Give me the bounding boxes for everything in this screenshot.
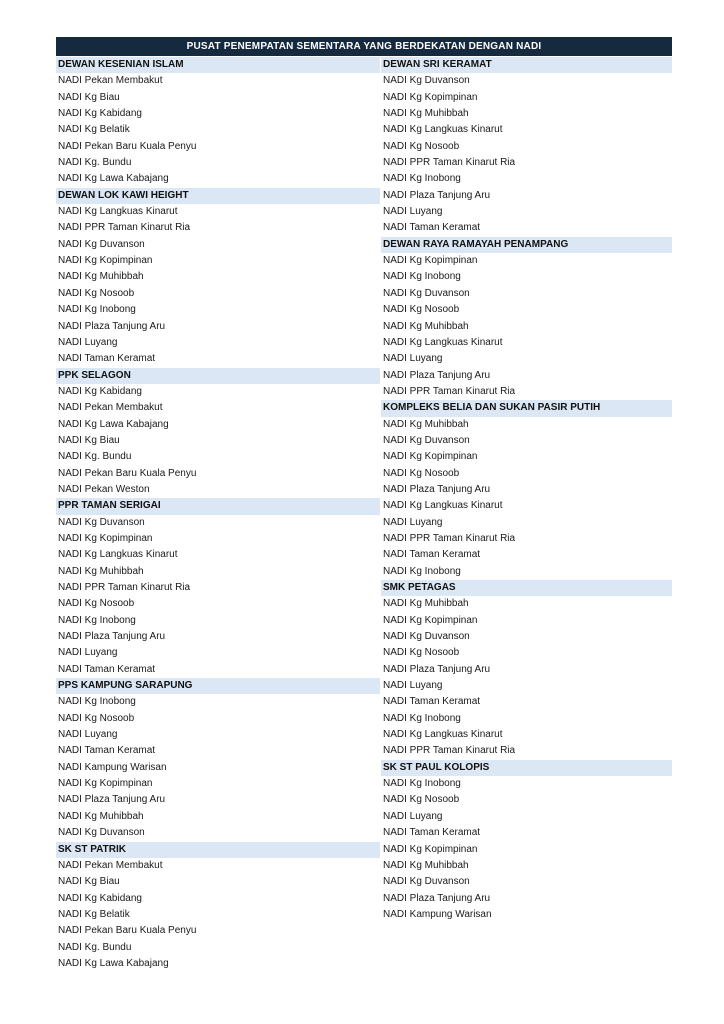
- list-item: NADI Kg Langkuas Kinarut: [58, 206, 178, 218]
- list-item: NADI Kg Inobong: [383, 271, 461, 283]
- list-item: NADI Kampung Warisan: [58, 761, 167, 773]
- left-column: [56, 57, 380, 972]
- list-item: NADI PPR Taman Kinarut Ria: [383, 157, 516, 169]
- list-item: NADI Kg Muhibbah: [58, 810, 144, 822]
- list-item: NADI Kg Inobong: [383, 565, 461, 577]
- list-item: NADI Kg. Bundu: [58, 157, 132, 169]
- list-item: NADI Kg Muhibbah: [383, 418, 469, 430]
- list-item: NADI Kg Lawa Kabajang: [58, 173, 169, 185]
- list-item: NADI Luyang: [58, 647, 118, 659]
- list-item: NADI Kg Duvanson: [383, 631, 470, 643]
- list-item: NADI Pekan Weston: [58, 483, 150, 495]
- list-item: NADI Plaza Tanjung Aru: [383, 892, 491, 904]
- list-item: NADI Kg Duvanson: [383, 287, 470, 299]
- list-item: NADI Luyang: [383, 206, 443, 218]
- list-item: NADI Plaza Tanjung Aru: [383, 189, 491, 201]
- list-item: NADI Kg Inobong: [383, 712, 461, 724]
- list-item: NADI Kg Langkuas Kinarut: [383, 124, 503, 136]
- list-item: NADI Luyang: [383, 810, 443, 822]
- page-title: PUSAT PENEMPATAN SEMENTARA YANG BERDEKATAN DENGAN NADI: [56, 37, 672, 56]
- list-item: NADI Plaza Tanjung Aru: [383, 369, 491, 381]
- section-header: DEWAN KESENIAN ISLAM: [56, 57, 380, 73]
- list-item: NADI Kg Inobong: [383, 778, 461, 790]
- section-header: PPK SELAGON: [56, 368, 380, 384]
- list-item: NADI Kg Nosoob: [58, 287, 135, 299]
- list-item: NADI Kg Biau: [58, 434, 120, 446]
- list-item: NADI PPR Taman Kinarut Ria: [383, 745, 516, 757]
- list-item: NADI Kg Nosoob: [58, 598, 135, 610]
- list-item: NADI Kg Kopimpinan: [383, 91, 478, 103]
- list-item: NADI Kg Nosoob: [58, 712, 135, 724]
- list-item: NADI Kg Duvanson: [58, 516, 145, 528]
- list-item: NADI Luyang: [58, 729, 118, 741]
- list-item: NADI Kg Langkuas Kinarut: [58, 549, 178, 561]
- list-item: NADI Pekan Membakut: [58, 402, 163, 414]
- list-item: NADI Pekan Baru Kuala Penyu: [58, 925, 197, 937]
- list-item: NADI Kg Muhibbah: [383, 859, 469, 871]
- list-item: NADI Taman Keramat: [383, 827, 481, 839]
- list-item: NADI Taman Keramat: [383, 549, 481, 561]
- list-item: NADI Kg Muhibbah: [383, 108, 469, 120]
- list-item: NADI Kg. Bundu: [58, 451, 132, 463]
- list-item: NADI Kg Nosoob: [383, 647, 460, 659]
- list-item: NADI Taman Keramat: [58, 745, 156, 757]
- list-item: NADI PPR Taman Kinarut Ria: [58, 582, 191, 593]
- right-column: [381, 57, 672, 923]
- list-item: NADI Plaza Tanjung Aru: [383, 483, 491, 495]
- list-item: NADI Plaza Tanjung Aru: [58, 320, 166, 332]
- section-header: PPS KAMPUNG SARAPUNG: [56, 678, 380, 694]
- list-item: NADI Pekan Membakut: [58, 75, 163, 87]
- list-item: NADI Kg Nosoob: [383, 794, 460, 806]
- list-item: NADI Kg Biau: [58, 91, 120, 103]
- list-item: NADI Kg Biau: [58, 876, 120, 888]
- section-header: DEWAN SRI KERAMAT: [381, 57, 672, 73]
- list-item: NADI Kg Kopimpinan: [383, 451, 478, 463]
- list-item: NADI Pekan Baru Kuala Penyu: [58, 140, 197, 152]
- section-header: DEWAN RAYA RAMAYAH PENAMPANG: [381, 237, 672, 253]
- list-item: NADI Kg Kopimpinan: [383, 843, 478, 855]
- list-item: NADI Kg Kabidang: [58, 108, 142, 120]
- list-item: NADI Luyang: [383, 353, 443, 365]
- list-item: NADI Taman Keramat: [383, 222, 481, 234]
- list-item: NADI Kg Inobong: [58, 696, 136, 708]
- list-item: NADI Taman Keramat: [58, 353, 156, 365]
- list-item: NADI PPR Taman Kinarut Ria: [58, 222, 191, 234]
- list-item: NADI Kg Muhibbah: [58, 271, 144, 283]
- list-item: NADI Kg Inobong: [58, 614, 136, 626]
- section-header: PPR TAMAN SERIGAI: [56, 498, 380, 514]
- list-item: NADI Kg Lawa Kabajang: [58, 418, 169, 430]
- list-item: NADI Kg Duvanson: [383, 876, 470, 888]
- section-header: KOMPLEKS BELIA DAN SUKAN PASIR PUTIH: [381, 400, 672, 416]
- list-item: NADI Kg Kabidang: [58, 385, 142, 397]
- list-item: NADI Kg Nosoob: [383, 140, 460, 152]
- list-item: NADI Kg Kopimpinan: [58, 255, 153, 267]
- list-item: NADI Kg Kopimpinan: [383, 255, 478, 267]
- list-item: NADI Kg Belatik: [58, 908, 130, 920]
- section-header: SMK PETAGAS: [381, 580, 672, 596]
- section-header: DEWAN LOK KAWI HEIGHT: [56, 188, 380, 204]
- section-header: SK ST PATRIK: [56, 842, 380, 858]
- list-item: NADI Plaza Tanjung Aru: [383, 663, 491, 675]
- list-item: NADI Pekan Membakut: [58, 859, 163, 871]
- list-item: NADI PPR Taman Kinarut Ria: [383, 385, 516, 397]
- list-item: NADI Kg Belatik: [58, 124, 130, 136]
- list-item: NADI Kg. Bundu: [58, 941, 132, 953]
- list-item: NADI Kg Kopimpinan: [383, 614, 478, 626]
- list-item: NADI Kg Duvanson: [58, 238, 145, 250]
- list-item: NADI Kg Langkuas Kinarut: [383, 336, 503, 348]
- list-item: NADI Kg Langkuas Kinarut: [383, 500, 503, 512]
- list-item: NADI Plaza Tanjung Aru: [58, 631, 166, 643]
- list-item: NADI Kg Duvanson: [383, 75, 470, 87]
- list-item: NADI Taman Keramat: [383, 696, 481, 708]
- list-item: NADI Pekan Baru Kuala Penyu: [58, 467, 197, 479]
- list-item: NADI Plaza Tanjung Aru: [58, 794, 166, 806]
- list-item: NADI Kg Nosoob: [383, 467, 460, 479]
- list-item: NADI PPR Taman Kinarut Ria: [383, 532, 516, 544]
- section-header: SK ST PAUL KOLOPIS: [381, 760, 672, 776]
- list-item: NADI Luyang: [58, 336, 118, 348]
- list-item: NADI Kampung Warisan: [383, 908, 492, 920]
- list-item: NADI Kg Kabidang: [58, 892, 142, 904]
- list-item: NADI Kg Kopimpinan: [58, 778, 153, 790]
- list-item: NADI Kg Lawa Kabajang: [58, 957, 169, 969]
- list-item: NADI Kg Langkuas Kinarut: [383, 729, 503, 741]
- list-item: NADI Taman Keramat: [58, 663, 156, 675]
- list-item: NADI Kg Muhibbah: [383, 320, 469, 332]
- list-item: NADI Kg Muhibbah: [58, 565, 144, 577]
- list-item: NADI Kg Kopimpinan: [58, 532, 153, 544]
- list-item: NADI Kg Muhibbah: [383, 598, 469, 610]
- list-item: NADI Luyang: [383, 680, 443, 692]
- list-item: NADI Kg Duvanson: [383, 434, 470, 446]
- list-item: NADI Kg Nosoob: [383, 304, 460, 316]
- list-item: NADI Kg Inobong: [383, 173, 461, 185]
- list-item: NADI Kg Duvanson: [58, 827, 145, 839]
- list-item: NADI Luyang: [383, 516, 443, 528]
- list-item: NADI Kg Inobong: [58, 304, 136, 316]
